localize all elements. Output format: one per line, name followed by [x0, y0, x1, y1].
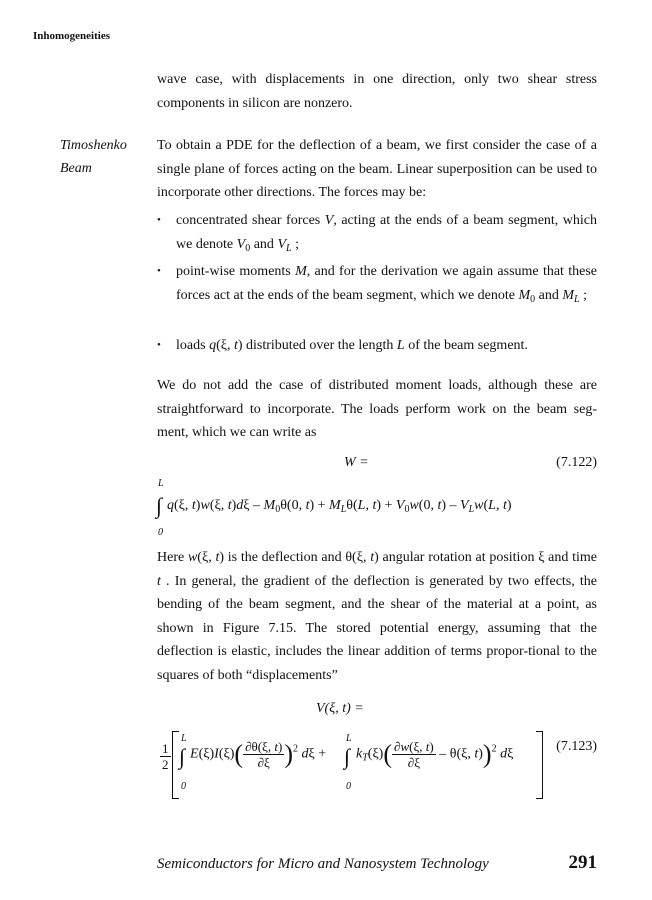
bullet-text: loads q(ξ, t) distributed over the length L of the beam segment.	[176, 338, 528, 353]
integral-sign: ∫	[344, 744, 351, 769]
margin-label-line1: Timoshenko	[60, 138, 127, 153]
margin-label	[60, 134, 150, 180]
bullet-loads	[157, 334, 597, 358]
one-half-fraction: $\frac{1}{2}$	[162, 741, 169, 772]
equation-7-123-lhs: V(ξ, t) =	[316, 701, 364, 716]
integral-upper-limit: L	[346, 733, 352, 744]
bullet-shear-forces	[157, 209, 597, 256]
integral-sign: ∫	[179, 744, 186, 769]
paragraph-intro: To obtain a PDE for the deflection of a beam, we first consider the case of a single plane of forces acting on the beam. Linear superposition can be used to incorporate other directions. The forces may be:	[157, 138, 597, 200]
paragraph-work: We do not add the case of distributed moment loads, although these are straightforward to incorporate. The loads perform work on the beam seg-ment, which we can write as	[157, 378, 597, 440]
integral-upper-limit: L	[158, 478, 164, 489]
running-head: Inhomogeneities	[33, 30, 110, 42]
right-brace	[536, 731, 543, 799]
equation-7-122-rhs: q(ξ, t)w(ξ, $t)d\xi - M_0\theta(0$, $t) + M_L\theta(L$, $t) + V_0w(0$, $t) - V_Lw(L$, t)	[167, 498, 512, 515]
bullet-text: concentrated shear forces V, acting at the ends of a beam segment, which we denote $V_0$ and $V_L$ ;	[176, 213, 598, 254]
bullet-dot: •	[157, 339, 161, 351]
bullet-text: point-wise moments M, and for the derivation we again assume that these forces act at the ends of the beam segment, which we denote $M_0$ and $M_L$ ;	[176, 264, 598, 305]
paragraph-continuation: wave case, with displacements in one direction, only two shear stress components in silicon are nonzero.	[157, 72, 597, 111]
equation-7-122-number: (7.122)	[556, 455, 597, 470]
paragraph-energy: Here w(ξ, t) is the deflection and θ(ξ, t) angular rotation at position ξ and time t . In general, the gradient of the deflection is generated by two effects, the bending of the beam segment, and the shear of the material at a point, as shown in Figure 7.15. The stored potential energy, assuming that the deflection is elastic, includes the linear addition of terms propor-tional to the squares of both “displacements”	[157, 550, 598, 683]
margin-label-line2: Beam	[60, 161, 92, 176]
bullet-dot: •	[157, 265, 161, 277]
integral-sign: ∫	[156, 493, 163, 518]
page-number: 291	[568, 852, 597, 873]
footer-book-title: Semiconductors for Micro and Nanosystem Technology	[157, 856, 489, 872]
integral-upper-limit: L	[181, 733, 187, 744]
bending-energy-term: E(ξ)I(ξ)( $\frac{\partial\theta(\xi, t)}{\partial\xi}$ )$^2$ dξ +	[190, 739, 327, 770]
integral-lower-limit: 0	[158, 527, 163, 538]
left-brace	[172, 731, 179, 799]
bullet-moments	[157, 260, 597, 307]
integral-lower-limit: 0	[181, 781, 186, 792]
integral-lower-limit: 0	[346, 781, 351, 792]
bullet-dot: •	[157, 214, 161, 226]
shear-energy-term: $k_T(\xi)$( $\frac{\partial w(\xi, t)}{\partial\xi}$ – θ(ξ, t))$^2$ dξ	[356, 739, 514, 770]
equation-7-123-number: (7.123)	[556, 739, 597, 754]
equation-7-122-lhs: W =	[344, 455, 369, 470]
